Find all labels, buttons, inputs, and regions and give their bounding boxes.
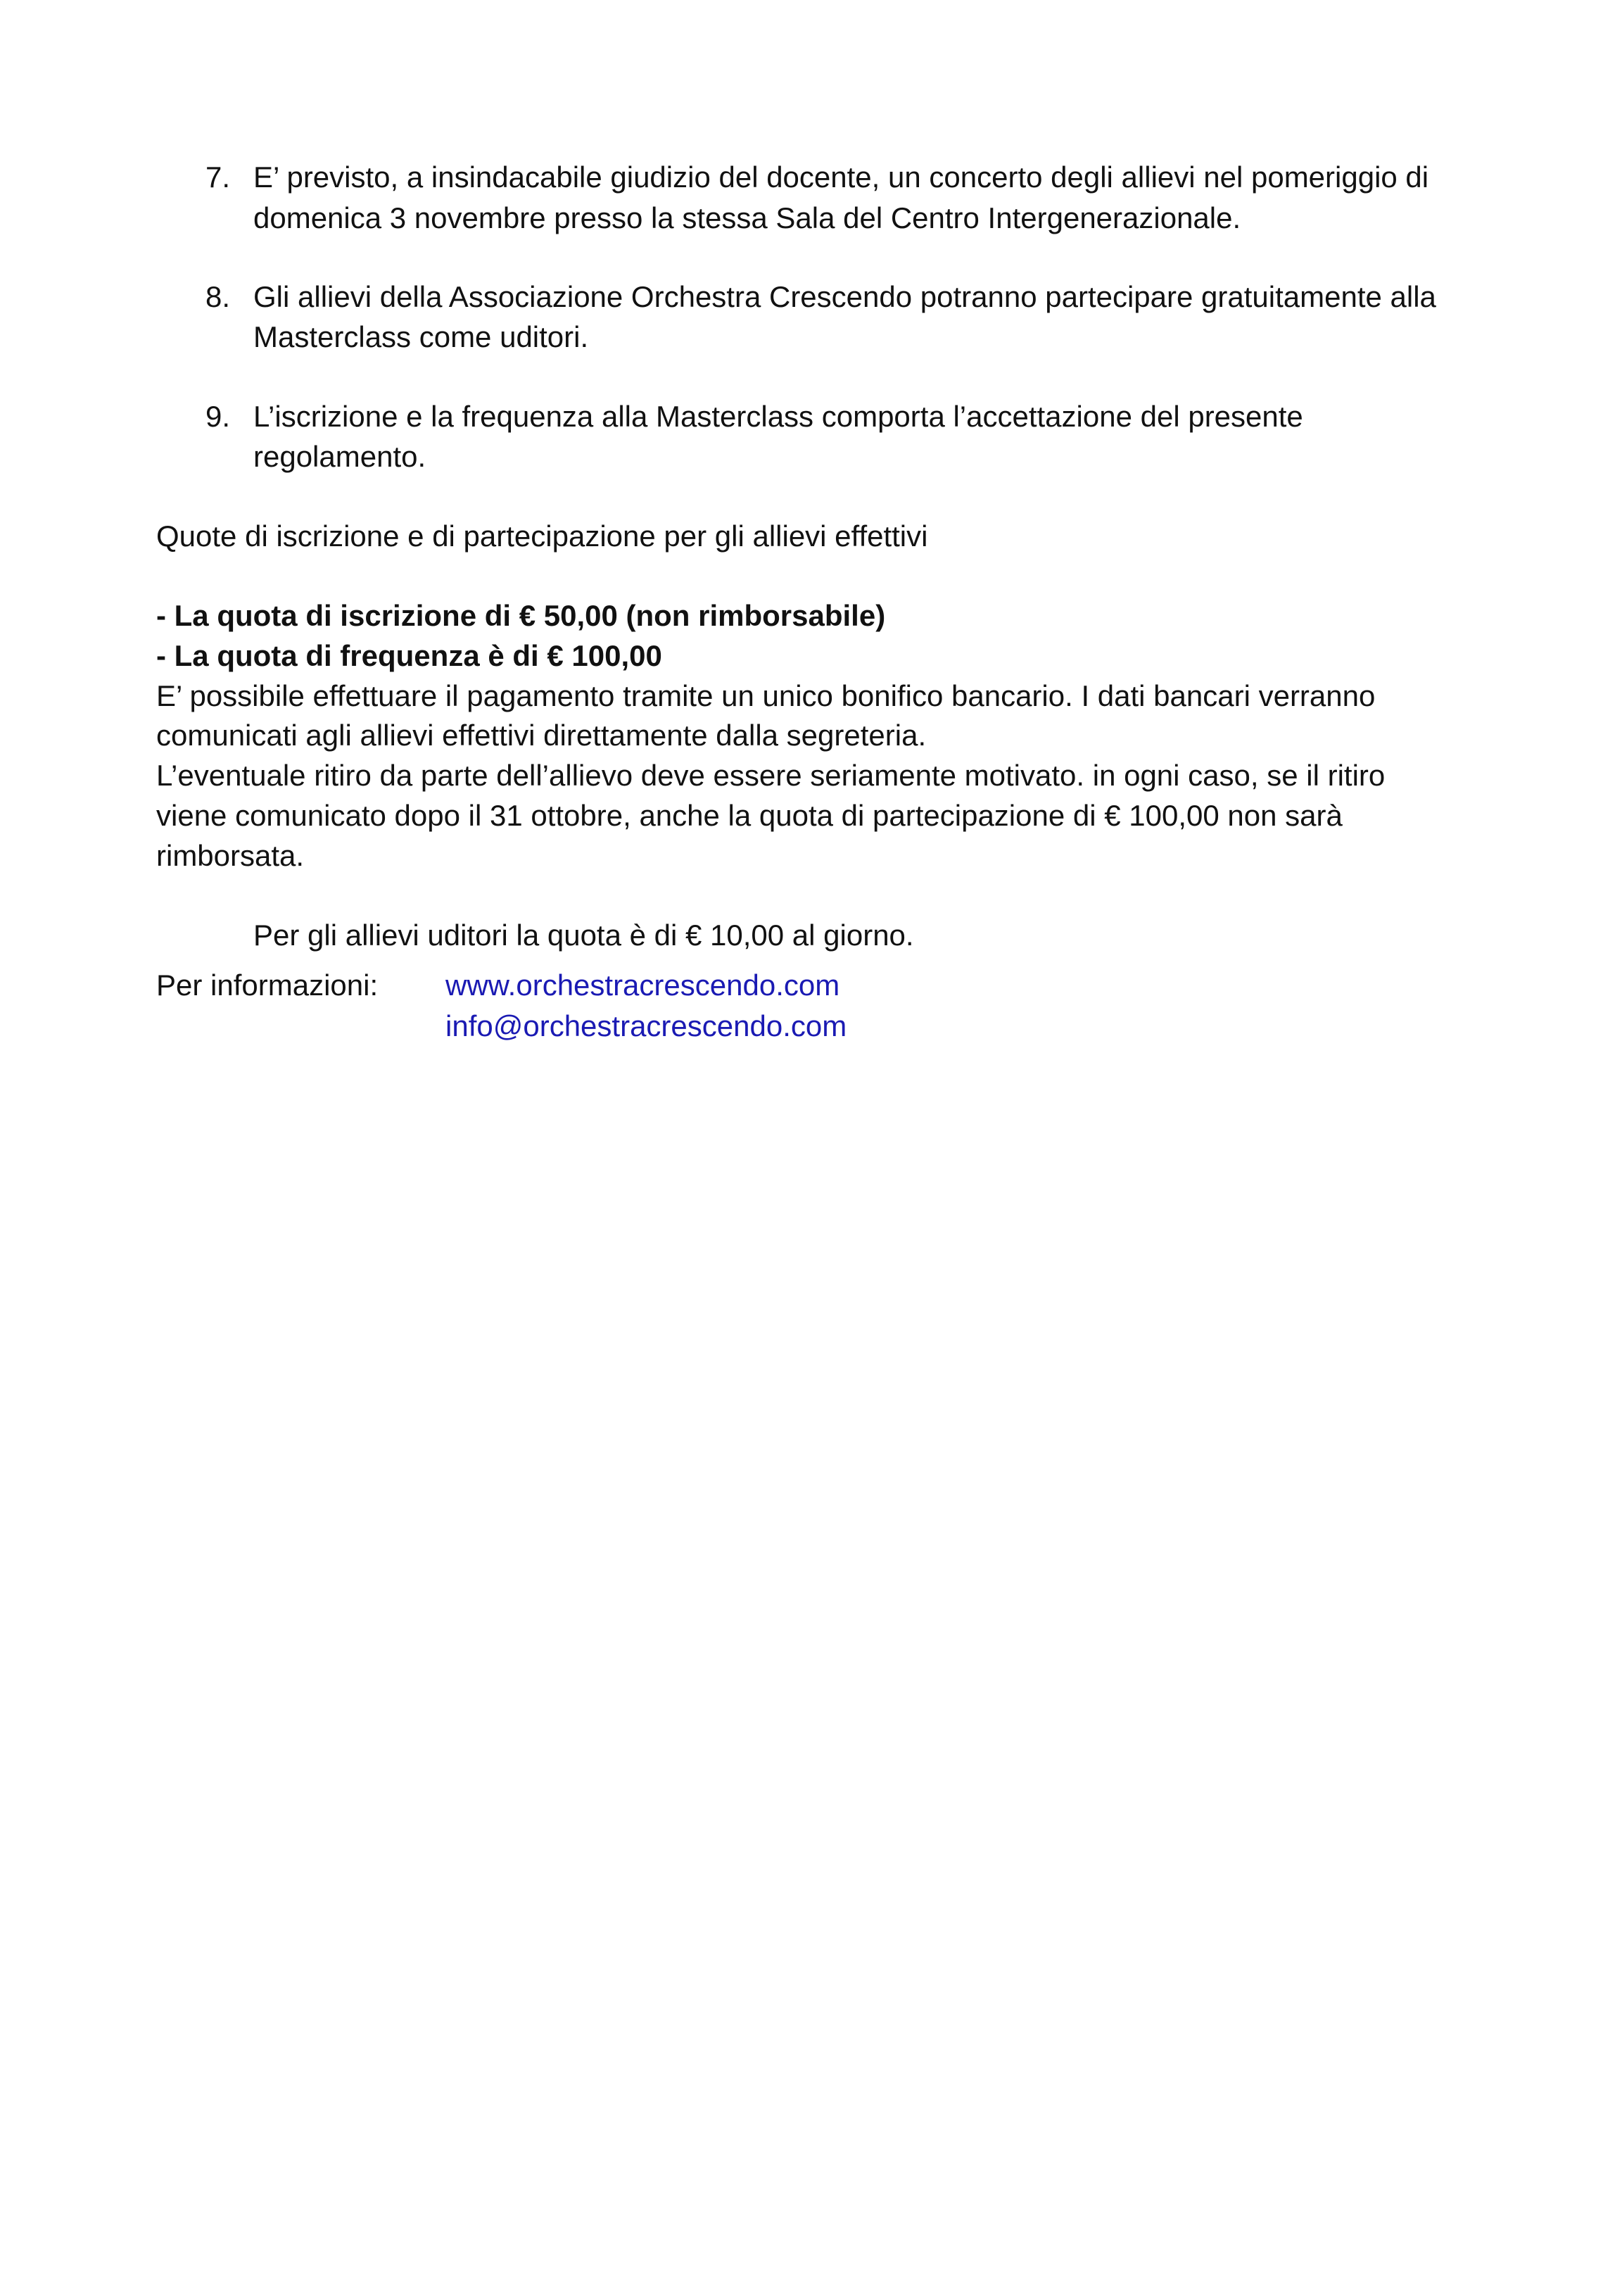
email-link[interactable]: info@orchestracrescendo.com	[445, 1009, 847, 1042]
list-number: 8.	[205, 280, 231, 313]
auditor-fee: Per gli allievi uditori la quota è di € 10,00 al giorno.	[253, 919, 914, 952]
list-item-text: L’iscrizione e la frequenza alla Masterclass comporta l’accettazione del presente	[253, 400, 1303, 433]
website-link[interactable]: www.orchestracrescendo.com	[445, 969, 840, 1002]
list-item-text: Masterclass come uditori.	[253, 320, 589, 353]
list-number: 9.	[205, 400, 231, 433]
withdrawal-info: L’eventuale ritiro da parte dell’allievo deve essere seriamente motivato. in ogni caso, se il ritiro	[156, 759, 1386, 792]
list-item-text: Gli allievi della Associazione Orchestra Crescendo potranno partecipare gratuitamente alla	[253, 280, 1436, 313]
payment-info: E’ possibile effettuare il pagamento tramite un unico bonifico bancario. I dati bancari verranno	[156, 679, 1376, 712]
list-item-text: E’ previsto, a insindacabile giudizio del docente, un concerto degli allievi nel pomeriggio di	[253, 160, 1429, 194]
withdrawal-info: viene comunicato dopo il 31 ottobre, anche la quota di partecipazione di € 100,00 non sarà	[156, 799, 1343, 832]
list-item-text: regolamento.	[253, 440, 426, 473]
contact-label: Per informazioni:	[156, 969, 379, 1002]
list-item-text: domenica 3 novembre presso la stessa Sala del Centro Intergenerazionale.	[253, 201, 1241, 234]
withdrawal-info: rimborsata.	[156, 839, 305, 872]
list-number: 7.	[205, 160, 231, 194]
registration-fee: - La quota di iscrizione di € 50,00 (non rimborsabile)	[156, 599, 886, 632]
attendance-fee: - La quota di frequenza è di € 100,00	[156, 639, 662, 672]
fees-heading: Quote di iscrizione e di partecipazione per gli allievi effettivi	[156, 519, 928, 553]
payment-info: comunicati agli allievi effettivi direttamente dalla segreteria.	[156, 719, 927, 752]
